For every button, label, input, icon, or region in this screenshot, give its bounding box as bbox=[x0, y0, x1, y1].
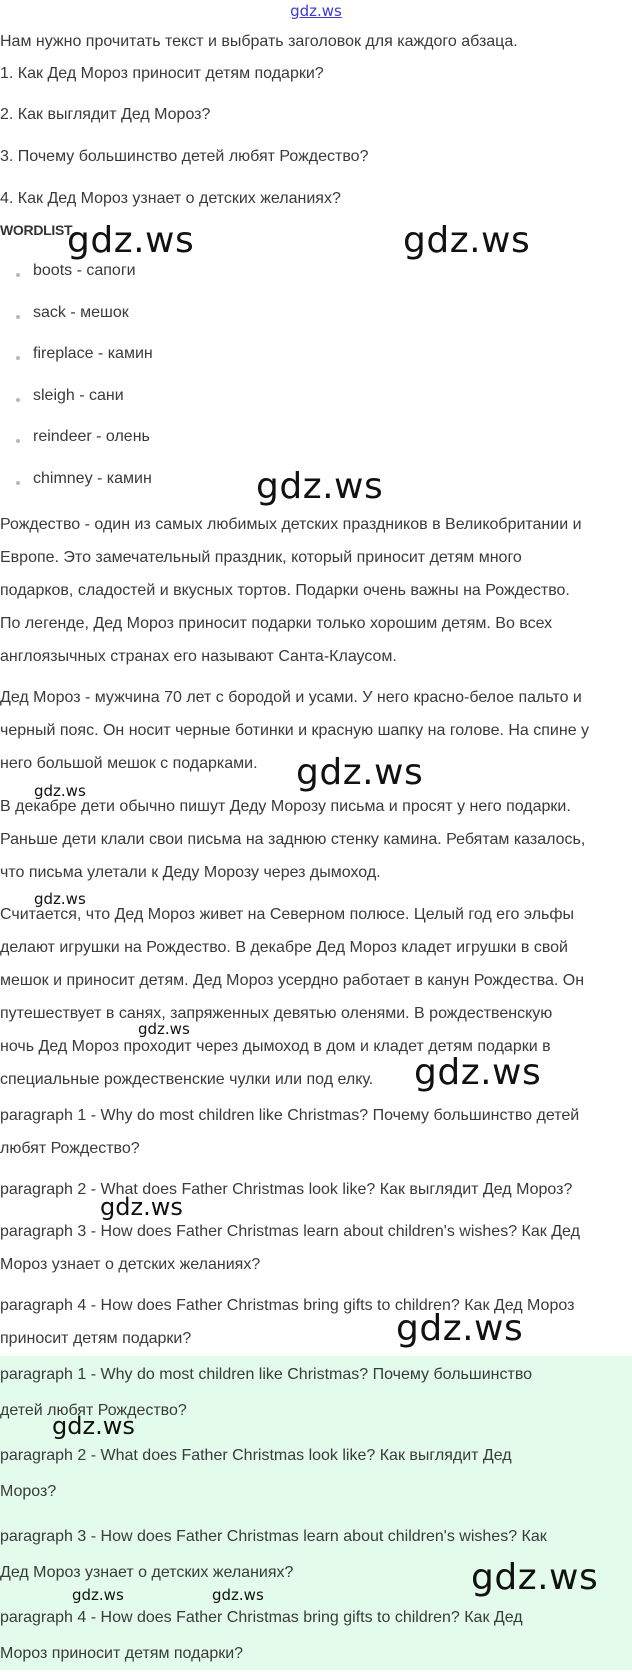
watermark: gdz.ws bbox=[396, 1308, 524, 1349]
answer-3: paragraph 3 - How does Father Christmas learn about children's wishes? Как Дед Мороз узнает о детских желаниях? bbox=[0, 1223, 580, 1273]
highlighted-answer-3: paragraph 3 - How does Father Christmas learn about children's wishes? Как Дед Мороз узнает о детских желаниях? bbox=[0, 1528, 547, 1581]
bullet-icon bbox=[16, 481, 20, 485]
bullet-icon bbox=[16, 356, 20, 360]
watermark: gdz.ws bbox=[296, 752, 424, 793]
bullet-icon bbox=[16, 439, 20, 443]
heading-option-2: 2. Как выглядит Дед Мороз? bbox=[0, 106, 211, 123]
watermark: gdz.ws bbox=[34, 782, 86, 800]
watermark: gdz.ws bbox=[471, 1557, 599, 1598]
watermark: gdz.ws bbox=[138, 1020, 190, 1038]
watermark: gdz.ws bbox=[52, 1412, 135, 1440]
highlighted-answer-2: paragraph 2 - What does Father Christmas look like? Как выглядит Дед Мороз? bbox=[0, 1447, 512, 1500]
bullet-icon bbox=[16, 315, 20, 319]
paragraph-4: Считается, что Дед Мороз живет на Северном полюсе. Целый год его эльфы делают игрушки на Рождество. В декабре Дед Мороз кладет игрушки в свой мешок и приносит детям. Дед Мороз усердно работает в канун Рождества. Он путешествует в санях, запряженных девятью оленями. В рождественскую ночь Дед Мороз проходит через дымоход в дом и кладет детям подарки в специальные рождественские чулки или под елку. bbox=[0, 906, 585, 1088]
highlighted-answer-4: paragraph 4 - How does Father Christmas bring gifts to children? Как Дед Мороз приносит детям подарки? bbox=[0, 1609, 523, 1662]
watermark: gdz.ws bbox=[256, 466, 384, 507]
answer-4: paragraph 4 - How does Father Christmas bring gifts to children? Как Дед Мороз приносит детям подарки? bbox=[0, 1297, 575, 1347]
watermark: gdz.ws bbox=[403, 220, 531, 261]
bullet-icon bbox=[16, 398, 20, 402]
watermark: gdz.ws bbox=[34, 890, 86, 908]
watermark: gdz.ws bbox=[414, 1052, 542, 1093]
answer-1: paragraph 1 - Why do most children like Christmas? Почему большинство детей любят Рождество? bbox=[0, 1107, 580, 1157]
watermark: gdz.ws bbox=[72, 1586, 124, 1604]
bullet-icon bbox=[16, 273, 20, 277]
heading-option-4: 4. Как Дед Мороз узнает о детских желаниях? bbox=[0, 190, 341, 207]
paragraph-3: В декабре дети обычно пишут Деду Морозу письма и просят у него подарки. Раньше дети клали свои письма на заднюю стенку камина. Ребятам казалось, что письма улетали к Деду Морозу через дымоход. bbox=[0, 798, 586, 881]
wordlist-title: WORDLIST bbox=[0, 222, 73, 238]
watermark: gdz.ws bbox=[67, 220, 195, 261]
answer-2: paragraph 2 - What does Father Christmas look like? Как выглядит Дед Мороз? bbox=[0, 1181, 573, 1198]
heading-option-1: 1. Как Дед Мороз приносит детям подарки? bbox=[0, 65, 324, 82]
watermark: gdz.ws bbox=[212, 1586, 264, 1604]
instruction-text: Нам нужно прочитать текст и выбрать заголовок для каждого абзаца. bbox=[0, 33, 518, 50]
paragraph-2: Дед Мороз - мужчина 70 лет с бородой и усами. У него красно-белое пальто и черный пояс. Он носит черные ботинки и красную шапку на голове. На спине у него большой мешок с подарками. bbox=[0, 689, 590, 772]
highlighted-answer-1: paragraph 1 - Why do most children like Christmas? Почему большинство детей любят Рождество? bbox=[0, 1366, 533, 1419]
header-watermark: gdz.ws bbox=[290, 2, 342, 20]
heading-option-3: 3. Почему большинство детей любят Рождество? bbox=[0, 148, 369, 165]
paragraph-1: Рождество - один из самых любимых детских праздников в Великобритании и Европе. Это замечательный праздник, который приносит детям много подарков, сладостей и вкусных тортов. Подарки очень важны на Рождество. По легенде, Дед Мороз приносит подарки только хорошим детям. Во всех англоязычных странах его называют Санта-Клаусом. bbox=[0, 516, 582, 665]
watermark: gdz.ws bbox=[100, 1193, 183, 1221]
